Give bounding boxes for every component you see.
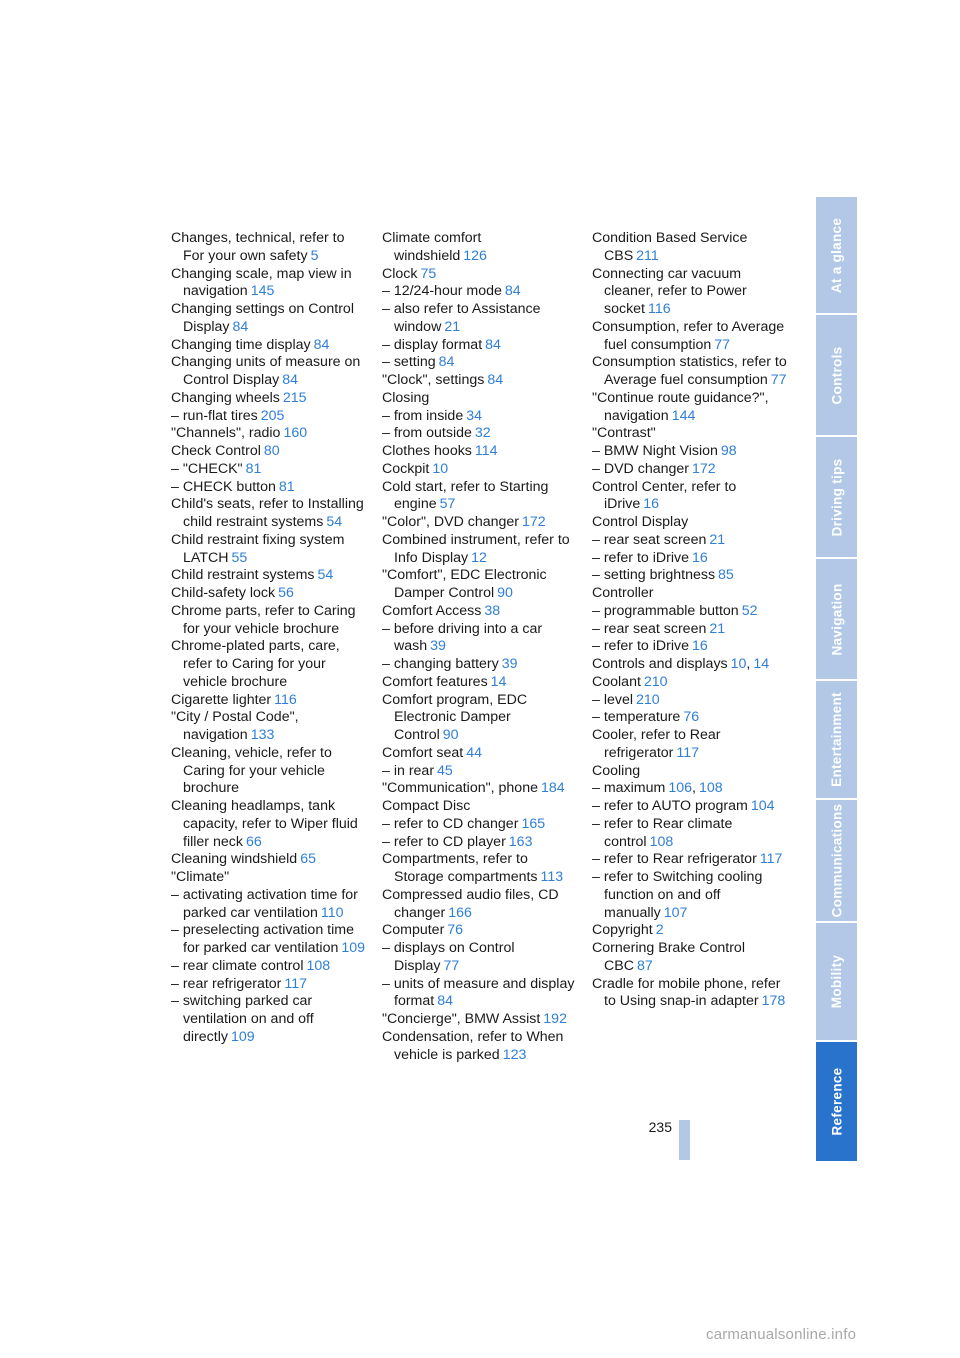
index-entry-text: "Clock", settings (382, 372, 485, 388)
index-entry-text: Computer (382, 922, 445, 939)
index-entry (171, 585, 367, 603)
index-entry (382, 567, 578, 603)
index-entry (592, 461, 788, 479)
index-entry (592, 390, 788, 426)
page-link[interactable]: 45 (437, 762, 453, 779)
index-entry-text: Compartments, refer to Storage compartments (382, 851, 538, 885)
page-link[interactable]: 75 (420, 265, 437, 282)
index-entry-text: – changing battery (382, 656, 499, 672)
index-entry (382, 656, 578, 674)
page-link[interactable]: 32 (474, 425, 491, 442)
index-entry-text: "Color", DVD changer (382, 514, 520, 530)
page-link[interactable]: 108 (698, 780, 723, 797)
index-entry (382, 603, 578, 621)
index-entry-text: Child restraint fixing system LATCH (171, 531, 345, 566)
page-link[interactable]: 10 (730, 656, 747, 672)
page-link[interactable]: 65 (300, 851, 316, 868)
index-entry-text: "Communication", phone (382, 780, 538, 797)
index-entry-text: – from outside (382, 425, 472, 442)
index-entry-text: – refer to iDrive (592, 638, 689, 655)
index-entry-text: – displays on Control Display (382, 940, 515, 974)
index-entry (171, 266, 367, 302)
index-entry (592, 425, 788, 443)
index-entry (171, 408, 367, 426)
index-entry-text: Changing scale, map view in navigation (171, 265, 352, 300)
tab-label: Controls (829, 346, 844, 404)
index-entry (382, 976, 578, 1012)
index-entry-text: "Comfort", EDC Electronic Damper Control (382, 567, 547, 601)
index-entry (592, 692, 788, 710)
page-link[interactable]: 16 (691, 638, 708, 655)
index-entry-text: – in rear (382, 762, 435, 779)
index-entry (382, 887, 578, 923)
index-entry-text: Comfort Access (382, 602, 482, 619)
page-link[interactable]: 87 (636, 957, 653, 974)
index-entry: – maximum 106, 108 (592, 780, 723, 797)
index-entry (171, 922, 367, 958)
index-entry-text: Clothes hooks (382, 443, 472, 459)
section-tabs (816, 197, 857, 1161)
tab-label: At a glance (829, 217, 845, 293)
page-link[interactable]: 109 (341, 940, 366, 956)
tab-at-a-glance[interactable] (816, 197, 857, 313)
page-link[interactable]: 14 (753, 656, 770, 672)
index-entry-text: Closing (382, 389, 430, 406)
index-entry-text: Coolant (592, 673, 641, 690)
index-entry (171, 603, 367, 639)
index-entry (382, 532, 578, 568)
index-entry-text: Child-safety lock (171, 585, 276, 601)
index-entry-text: Connecting car vacuum cleaner, refer to Power socket (592, 265, 747, 317)
index-entry (171, 745, 367, 798)
index-entry-text: – rear seat screen (592, 620, 707, 637)
index-entry (382, 408, 578, 426)
index-column-3 (592, 230, 788, 1011)
tab-label: Navigation (829, 582, 845, 656)
index-entry-text: – units of measure and display format (382, 975, 575, 1010)
page-link[interactable]: 104 (750, 798, 775, 814)
page-link[interactable]: 57 (439, 496, 456, 513)
index-entry-text: Changing settings on Control Display (171, 301, 354, 335)
index-entry (592, 585, 788, 603)
index-entry (382, 425, 578, 443)
index-entry-text: Comfort program, EDC Electronic Damper Control (382, 691, 528, 743)
page-link[interactable]: 215 (282, 389, 307, 406)
index-entry (382, 266, 578, 284)
tab-entertainment[interactable] (816, 681, 857, 798)
index-entry (592, 603, 788, 621)
index-entry (592, 798, 788, 816)
index-entry (592, 851, 788, 869)
index-entry-text: – level (592, 691, 634, 708)
index-entry (382, 337, 578, 355)
index-entry-text: – setting brightness (592, 567, 716, 584)
tab-label: Mobility (829, 954, 844, 1009)
index-entry-text: Child restraint systems (171, 567, 315, 584)
index-entry (592, 479, 788, 515)
page-link[interactable]: 84 (313, 336, 330, 353)
index-entry (592, 638, 788, 656)
index-entry (592, 976, 788, 1012)
page-link[interactable]: 16 (643, 496, 660, 513)
page-link[interactable]: 210 (636, 691, 660, 708)
index-entry (592, 674, 788, 692)
index-entry-text: Cleaning headlamps, tank capacity, refer to Wiper fluid filler neck (171, 798, 358, 850)
index-entry (592, 550, 788, 568)
index-entry (592, 922, 788, 940)
page-link[interactable]: 38 (484, 602, 501, 619)
page-link[interactable]: 10 (432, 460, 449, 477)
page-link[interactable]: 84 (504, 283, 521, 300)
index-entry-text: – rear refrigerator (171, 975, 282, 992)
index-entry-text: Check Control (171, 443, 261, 459)
index-entry (171, 638, 367, 691)
index-entry: Controls and displays 10, 14 (592, 656, 770, 672)
index-entry-text: Changes, technical, refer to For your own safety (171, 230, 345, 264)
index-entry (592, 816, 788, 852)
index-entry (171, 887, 367, 923)
index-entry (382, 621, 578, 657)
page-link[interactable]: 16 (691, 549, 708, 566)
index-entry-text: Cigarette lighter (171, 691, 272, 708)
index-entry-text: Comfort seat (382, 744, 464, 761)
index-entry (171, 390, 367, 408)
index-entry (171, 993, 367, 1046)
index-entry-text: Cradle for mobile phone, refer to Using snap-in adapter (592, 975, 781, 1010)
index-entry-text: – before driving into a car wash (382, 620, 543, 655)
index-entry (382, 461, 578, 479)
index-entry-text: Chrome parts, refer to Caring for your vehicle brochure (171, 602, 356, 637)
index-entry-text: Combined instrument, refer to Info Display (382, 531, 570, 566)
index-entry (382, 798, 578, 816)
index-entry (382, 780, 578, 798)
page-link[interactable]: 117 (284, 975, 308, 992)
page-link[interactable]: 55 (231, 549, 248, 566)
page-link[interactable]: 90 (497, 585, 513, 601)
index-column-2 (382, 230, 578, 1064)
page-link[interactable]: 117 (676, 744, 700, 761)
page-link[interactable]: 192 (543, 1011, 567, 1027)
page-link[interactable]: 108 (649, 833, 674, 850)
index-entry-text: – also refer to Assistance window (382, 301, 541, 335)
index-entry (171, 709, 367, 745)
index-entry-text: Cooler, refer to Rear refrigerator (592, 727, 721, 761)
index-entry-text: – maximum (592, 780, 666, 797)
index-entry (171, 798, 367, 851)
index-entry-text: "Continue route guidance?", navigation (592, 389, 769, 424)
index-entry-text: – refer to iDrive (592, 549, 689, 566)
index-entry (592, 621, 788, 639)
index-entry-text: Chrome-plated parts, care, refer to Caring for your vehicle brochure (171, 638, 340, 690)
page-link[interactable]: 14 (490, 673, 507, 690)
index-entry (592, 940, 788, 976)
page-link[interactable]: 123 (502, 1046, 527, 1063)
page-number: 235 (648, 1119, 672, 1135)
index-entry (382, 390, 578, 408)
page-link[interactable]: 84 (437, 993, 453, 1010)
index-entry (592, 763, 788, 781)
index-entry (382, 940, 578, 976)
index-entry (382, 354, 578, 372)
index-entry (382, 816, 578, 834)
index-entry-text: – display format (382, 336, 483, 353)
index-entry (171, 354, 367, 390)
index-entry-text: Condition Based Service CBS (592, 230, 748, 264)
index-entry-text: Controller (592, 585, 654, 601)
index-entry-text: – activating activation time for parked car ventilation (171, 886, 358, 921)
page-link[interactable]: 145 (250, 283, 275, 300)
page-link[interactable]: 84 (438, 354, 455, 371)
page-link[interactable]: 84 (487, 372, 504, 388)
page-link[interactable]: 205 (260, 407, 285, 424)
page-link[interactable]: 21 (444, 318, 461, 335)
index-entry-text: Cleaning, vehicle, refer to Caring for your vehicle brochure (171, 744, 332, 797)
index-entry-text: "Climate" (171, 869, 230, 885)
page-link[interactable]: 166 (448, 904, 472, 921)
index-entry (171, 479, 367, 497)
index-entry-text: – CHECK button (171, 478, 276, 495)
page-link[interactable]: 126 (463, 247, 487, 264)
index-entry-text: Comfort features (382, 673, 488, 690)
page-link[interactable]: 163 (508, 833, 533, 850)
index-entry-text: – refer to CD changer (382, 815, 519, 832)
tab-driving-tips[interactable] (816, 437, 857, 557)
page-link[interactable]: 85 (718, 567, 734, 584)
index-entry (592, 709, 788, 727)
index-entry-text: – switching parked car ventilation on and off directly (171, 993, 314, 1045)
index-entry (592, 532, 788, 550)
page-link[interactable]: 90 (442, 727, 459, 743)
index-entry-text: – setting (382, 354, 436, 371)
page-link[interactable]: 117 (759, 851, 783, 868)
page-link[interactable]: 39 (430, 638, 446, 655)
index-entry-text: – temperature (592, 709, 681, 726)
index-entry-text: Control Center, refer to iDrive (592, 478, 737, 513)
index-entry (171, 976, 367, 994)
page-link[interactable]: 77 (770, 372, 787, 388)
index-entry-text: Consumption, refer to Average fuel consumption (592, 318, 785, 353)
page-link[interactable]: 133 (250, 727, 275, 743)
index-entry (171, 692, 367, 710)
page-link[interactable]: 165 (521, 815, 546, 832)
index-entry (592, 727, 788, 763)
page-link[interactable]: 54 (317, 567, 334, 584)
page-link[interactable]: 34 (466, 407, 482, 424)
index-entry-text: Cleaning windshield (171, 851, 298, 868)
index-entry-text: – rear climate control (171, 957, 304, 974)
page-link[interactable]: 76 (447, 922, 464, 939)
page-link[interactable]: 109 (230, 1028, 255, 1045)
page-link[interactable]: 184 (540, 780, 565, 797)
index-entry-text: Changing wheels (171, 389, 280, 406)
page-link[interactable]: 66 (245, 833, 262, 850)
index-entry (592, 266, 788, 319)
index-entry (382, 301, 578, 337)
watermark: carmanualsonline.info (706, 1326, 857, 1343)
index-entry-text: – refer to AUTO program (592, 798, 748, 814)
page-link[interactable]: 116 (274, 691, 297, 708)
tab-mobility[interactable] (816, 923, 857, 1040)
index-entry (171, 496, 367, 532)
page-link[interactable]: 21 (709, 620, 726, 637)
index-entry-text: Condensation, refer to When vehicle is parked (382, 1028, 564, 1063)
index-entry-text: Compressed audio files, CD changer (382, 886, 559, 921)
index-entry (171, 532, 367, 568)
page-link[interactable]: 56 (278, 585, 294, 601)
tab-label: Driving tips (829, 458, 845, 536)
index-entry (592, 354, 788, 390)
index-entry (171, 851, 367, 869)
index-entry-text: Cooling (592, 762, 641, 779)
index-entry-text: – "CHECK" (171, 460, 243, 477)
index-entry-text: Consumption statistics, refer to Average fuel consumption (592, 354, 787, 388)
index-entry (382, 230, 578, 266)
tab-reference[interactable] (816, 1042, 857, 1161)
index-entry (171, 230, 367, 266)
page-link[interactable]: 77 (443, 957, 460, 974)
index-entry-text: Control Display (592, 514, 689, 530)
index-entry-text: Child's seats, refer to Installing child restraint systems (171, 496, 364, 530)
index-entry (382, 674, 578, 692)
page-link[interactable]: 116 (648, 301, 671, 317)
index-entry (382, 763, 578, 781)
page-link[interactable]: 110 (320, 904, 344, 921)
page-link[interactable]: 107 (663, 904, 688, 921)
index-entry (171, 337, 367, 355)
index-entry (171, 958, 367, 976)
page-link[interactable]: 178 (761, 993, 786, 1010)
index-entry (592, 514, 788, 532)
index-entry (382, 834, 578, 852)
index-entry-text: – 12/24-hour mode (382, 283, 502, 300)
page-link[interactable]: 160 (283, 425, 308, 442)
index-entry-text: Controls and displays (592, 656, 728, 672)
page-link[interactable]: 172 (692, 460, 716, 477)
page-link[interactable]: 106 (668, 780, 692, 797)
page-link[interactable]: 98 (720, 443, 737, 459)
index-entry-text: "Channels", radio (171, 425, 281, 442)
index-entry (171, 567, 367, 585)
page-link[interactable]: 81 (245, 460, 262, 477)
index-entry-text: – run-flat tires (171, 407, 258, 424)
index-entry (171, 461, 367, 479)
page-link[interactable]: 210 (643, 673, 668, 690)
index-entry-text: – refer to CD player (382, 833, 506, 850)
index-entry (382, 283, 578, 301)
page-link[interactable]: 5 (310, 247, 319, 264)
page-link[interactable]: 113 (540, 869, 564, 885)
index-entry-text: Compact Disc (382, 798, 471, 814)
index-entry (382, 479, 578, 515)
page-link[interactable]: 211 (636, 247, 659, 264)
index-entry (171, 301, 367, 337)
index-entry-text: "City / Postal Code", navigation (171, 709, 299, 743)
page-link[interactable]: 21 (709, 531, 726, 548)
index-entry-text: Cornering Brake Control CBC (592, 940, 745, 974)
index-entry-text: "Contrast" (592, 425, 656, 442)
page-number-bar (679, 1120, 690, 1160)
tab-navigation[interactable] (816, 559, 857, 679)
index-column-1 (171, 230, 367, 1047)
page-link[interactable]: 12 (471, 549, 487, 566)
page-link[interactable]: 52 (741, 602, 758, 619)
index-entry-text: – programmable button (592, 602, 739, 619)
index-entry (382, 922, 578, 940)
index-entry (382, 745, 578, 763)
tab-label: Communications (829, 803, 844, 918)
index-entry-text: Changing time display (171, 336, 311, 353)
index-entry (592, 443, 788, 461)
index-entry-text: – refer to Switching cooling function on and off manually (592, 869, 763, 921)
index-entry (382, 692, 578, 745)
index-entry (171, 443, 367, 461)
tab-controls[interactable] (816, 315, 857, 435)
index-entry (592, 230, 788, 266)
index-entry (592, 869, 788, 922)
page-link[interactable]: 77 (714, 336, 731, 353)
index-entry (171, 425, 367, 443)
index-entry (382, 1029, 578, 1065)
index-entry (382, 1011, 578, 1029)
page-link[interactable]: 114 (474, 443, 498, 459)
page-link[interactable]: 54 (326, 514, 343, 530)
tab-label: Reference (829, 1067, 844, 1136)
index-entry (171, 869, 367, 887)
page-link[interactable]: 39 (501, 656, 518, 672)
index-entry-text: Climate comfort windshield (382, 230, 482, 264)
index-entry-text: – refer to Rear climate control (592, 815, 733, 850)
index-entry-text: Cold start, refer to Starting engine (382, 478, 549, 513)
index-entry (382, 851, 578, 887)
index-entry (382, 372, 578, 390)
index-entry (382, 443, 578, 461)
index-entry-text: – refer to Rear refrigerator (592, 851, 757, 868)
page-link[interactable]: 84 (282, 372, 298, 388)
page-link[interactable]: 76 (683, 709, 700, 726)
index-entry (592, 567, 788, 585)
tab-label: Entertainment (829, 692, 845, 787)
page-link[interactable]: 84 (485, 336, 501, 353)
index-entry-text: Copyright (592, 922, 653, 939)
index-entry-text: "Concierge", BMW Assist (382, 1011, 541, 1027)
page-link[interactable]: 80 (263, 443, 280, 459)
page-link[interactable]: 2 (655, 922, 664, 939)
page-link[interactable]: 172 (522, 514, 546, 530)
index-entry-text: Changing units of measure on Control Display (171, 354, 361, 388)
page-link[interactable]: 44 (466, 744, 482, 761)
page-link[interactable]: 81 (278, 478, 295, 495)
index-entry-text: – BMW Night Vision (592, 443, 718, 459)
index-entry-text: Cockpit (382, 460, 430, 477)
index-entry (592, 319, 788, 355)
index-entry-text: – preselecting activation time for parked car ventilation (171, 922, 354, 956)
tab-communications[interactable] (816, 800, 857, 921)
index-entry (382, 514, 578, 532)
page-link[interactable]: 108 (306, 957, 331, 974)
page-link[interactable]: 84 (232, 318, 249, 335)
index-entry-text: – DVD changer (592, 460, 689, 477)
index-entry-text: – rear seat screen (592, 531, 707, 548)
index-entry-text: – from inside (382, 407, 464, 424)
index-entry-text: Clock (382, 265, 418, 282)
page-link[interactable]: 144 (671, 407, 696, 424)
